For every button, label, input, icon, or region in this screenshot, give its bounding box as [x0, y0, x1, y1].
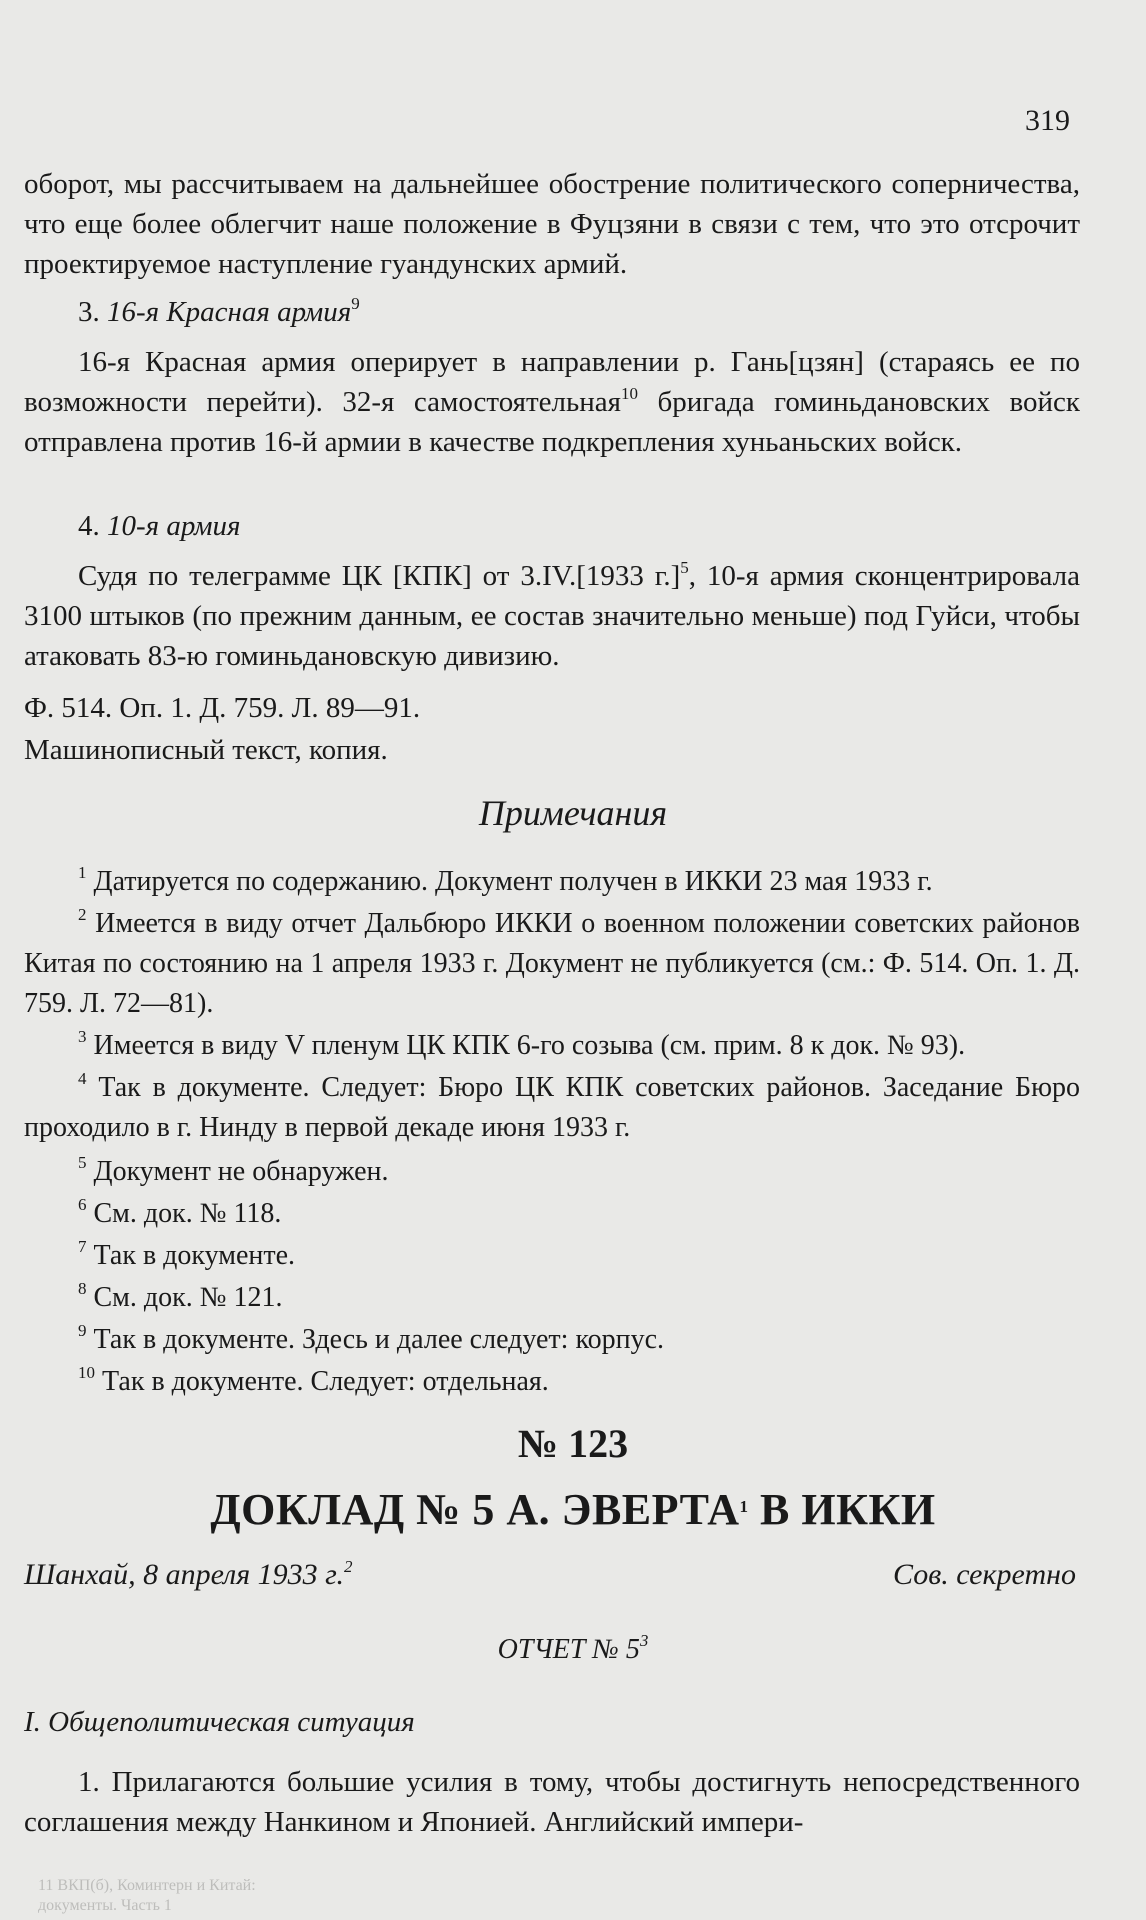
- note-10: [24, 1362, 1080, 1402]
- bleed-through-text: [38, 1876, 256, 1916]
- report-label-ref: 3: [639, 1631, 649, 1650]
- note-1: [24, 862, 1080, 902]
- section-1-paragraph: 1. Прилагаются большие усилия в тому, чтобы достигнуть непосредственного соглашения между Нанкином и Японией. Английский импери-: [24, 1766, 1080, 1838]
- section-4-title: 10-я армия: [107, 510, 241, 542]
- bleed-line-1: 11 ВКП(б), Коминтерн и Китай:: [38, 1877, 256, 1894]
- archive-type: Машинописный текст, копия.: [24, 734, 388, 766]
- section-1-title: I. Общеполитическая ситуация: [24, 1706, 415, 1738]
- section-3-text-b: бригада гоминьдановских войск отправлена против 16-й армии в качестве подкрепления хуньаньских войск.: [24, 386, 1081, 458]
- note-10-text: Так в документе. Следует: отдельная.: [102, 1366, 549, 1397]
- document-number: № 123: [517, 1421, 629, 1466]
- note-2-number: 2: [78, 905, 87, 924]
- note-5-number: 5: [78, 1153, 87, 1172]
- note-1-text: Датируется по содержанию. Документ получен в ИККИ 23 мая 1933 г.: [93, 866, 933, 897]
- note-9: [24, 1320, 1080, 1360]
- document-title: [0, 1484, 1146, 1535]
- place-date: [24, 1558, 353, 1592]
- section-4-heading: [24, 506, 1080, 546]
- archive-reference: Ф. 514. Оп. 1. Д. 759. Л. 89—91.: [24, 692, 421, 724]
- note-9-number: 9: [78, 1321, 87, 1340]
- section-4-number: 4.: [78, 510, 107, 542]
- note-3: [24, 1026, 1080, 1066]
- note-3-text: Имеется в виду V пленум ЦК КПК 6-го созыва (см. прим. 8 к док. № 93).: [93, 1030, 966, 1061]
- note-4-text: Так в документе. Следует: Бюро ЦК КПК советских районов. Заседание Бюро проходило в г. Нинду в первой декаде июня 1933 г.: [24, 1072, 1080, 1143]
- section-3-title: 16-я Красная армия: [107, 296, 352, 328]
- note-4-number: 4: [78, 1069, 87, 1088]
- section-3-heading: [24, 292, 1080, 332]
- section-4-paragraph-ref: 5: [680, 558, 689, 577]
- note-7: [24, 1236, 1080, 1276]
- note-9-text: Так в документе. Здесь и далее следует: корпус.: [93, 1324, 665, 1355]
- note-4: [24, 1068, 1080, 1148]
- note-2-text: Имеется в виду отчет Дальбюро ИККИ о военном положении советских районов Китая по состоянию на 1 апреля 1933 г. Документ не публикуется (см.: Ф. 514. Оп. 1. Д. 759. Л. 72—81).: [24, 908, 1081, 1019]
- document-title-text-a: ДОКЛАД № 5 А. ЭВЕРТА: [210, 1485, 740, 1534]
- bleed-line-2: документы. Часть 1: [38, 1897, 172, 1914]
- section-4-paragraph: [24, 556, 1080, 676]
- page-number: 319: [1025, 104, 1070, 137]
- note-5-text: Документ не обнаружен.: [93, 1156, 389, 1187]
- note-6-text: См. док. № 118.: [93, 1198, 282, 1229]
- note-2: [24, 904, 1080, 1024]
- note-5: [24, 1152, 1080, 1192]
- note-1-number: 1: [78, 863, 87, 882]
- section-3-number: 3.: [78, 296, 107, 328]
- note-8: [24, 1278, 1080, 1318]
- section-3-paragraph-ref: 10: [620, 384, 638, 403]
- note-6: [24, 1194, 1080, 1234]
- note-8-text: См. док. № 121.: [93, 1282, 283, 1313]
- note-6-number: 6: [78, 1195, 87, 1214]
- report-label: [0, 1631, 1146, 1666]
- note-8-number: 8: [78, 1279, 87, 1298]
- section-4-text-b: , 10-я армия сконцентрировала 3100 штыков (по прежним данным, ее состав значительно меньше) под Гуйси, чтобы атаковать 83-ю гоминьдановскую дивизию.: [24, 560, 1080, 672]
- secrecy-mark: Сов. секретно: [893, 1558, 1076, 1591]
- section-3-paragraph: [24, 342, 1080, 462]
- note-7-text: Так в документе.: [93, 1240, 296, 1271]
- place-date-ref: 2: [344, 1557, 353, 1576]
- place-date-text: Шанхай, 8 апреля 1933 г.: [24, 1558, 344, 1591]
- section-4-text-a: Судя по телеграмме ЦК [КПК] от 3.IV.[1933 г.]: [78, 560, 681, 592]
- section-3-text-a: 16-я Красная армия оперирует в направлении р. Гань[цзян] (стараясь ее по возможности перейти). 32-я самостоятельная: [24, 346, 1080, 418]
- document-title-text-b: В ИККИ: [748, 1485, 936, 1534]
- section-3-footnote-ref: 9: [351, 294, 360, 313]
- report-label-text: ОТЧЕТ № 5: [497, 1634, 640, 1665]
- note-3-number: 3: [78, 1027, 87, 1046]
- note-7-number: 7: [78, 1237, 87, 1256]
- notes-title: Примечания: [478, 793, 668, 833]
- intro-paragraph: оборот, мы рассчитываем на дальнейшее обострение политического соперничества, что еще более облегчит наше положение в Фуцзяни в связи с тем, что это отсрочит проектируемое наступление гуандунских армий.: [24, 168, 1080, 280]
- note-10-number: 10: [78, 1363, 95, 1382]
- document-title-ref: 1: [739, 1497, 749, 1516]
